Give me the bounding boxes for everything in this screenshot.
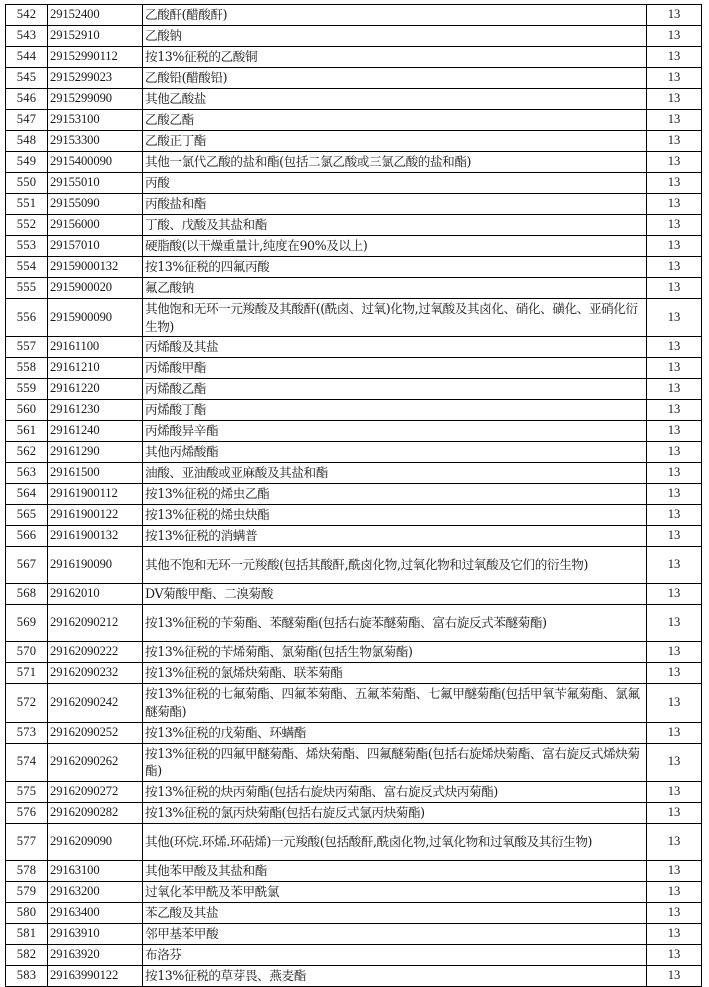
table-row <box>6 400 702 421</box>
table-row <box>6 584 702 605</box>
table-row <box>6 722 702 743</box>
row-tax-rate: 13 <box>647 257 702 278</box>
table-row <box>6 421 702 442</box>
row-tax-rate: 13 <box>647 722 702 743</box>
row-commodity-name: 其他饱和无环一元羧酸及其酸酐((酰卤、过氧)化物,过氧酸及其卤化、硝化、磺化、亚硝化衍生物) <box>143 299 647 337</box>
row-commodity-code: 29161100 <box>48 337 143 358</box>
row-commodity-code: 29161900112 <box>48 484 143 505</box>
row-commodity-code: 29161230 <box>48 400 143 421</box>
row-commodity-code: 29161290 <box>48 442 143 463</box>
row-sequence-number: 542 <box>6 5 48 26</box>
row-commodity-code: 29161900122 <box>48 505 143 526</box>
row-commodity-name: 按13%征税的烯虫乙酯 <box>143 484 647 505</box>
row-commodity-name: 按13%征税的炔丙菊酯(包括右旋炔丙菊酯、富右旋反式炔丙菊酯) <box>143 781 647 802</box>
table-row <box>6 278 702 299</box>
row-sequence-number: 579 <box>6 881 48 902</box>
row-commodity-name: 按13%征税的七氟菊酯、四氟苯菊酯、五氟苯菊酯、七氟甲醚菊酯(包括甲氧苄氟菊酯、氯氟醚菊酯) <box>143 684 647 722</box>
row-tax-rate: 13 <box>647 663 702 684</box>
table-row <box>6 173 702 194</box>
row-tax-rate: 13 <box>647 110 702 131</box>
table-row <box>6 215 702 236</box>
row-tax-rate: 13 <box>647 781 702 802</box>
row-tax-rate: 13 <box>647 944 702 965</box>
row-commodity-name: 按13%征税的烯虫炔酯 <box>143 505 647 526</box>
table-row <box>6 257 702 278</box>
row-commodity-name: 按13%征税的氯丙炔菊酯(包括右旋反式氯丙炔菊酯) <box>143 802 647 823</box>
row-sequence-number: 568 <box>6 584 48 605</box>
row-commodity-code: 29161240 <box>48 421 143 442</box>
row-commodity-code: 29161210 <box>48 358 143 379</box>
row-tax-rate: 13 <box>647 278 702 299</box>
row-commodity-name: 按13%征税的氯烯炔菊酯、联苯菊酯 <box>143 663 647 684</box>
row-commodity-code: 29152990112 <box>48 47 143 68</box>
table-row <box>6 823 702 860</box>
row-sequence-number: 545 <box>6 68 48 89</box>
row-tax-rate: 13 <box>647 442 702 463</box>
table-row <box>6 484 702 505</box>
row-tax-rate: 13 <box>647 131 702 152</box>
row-tax-rate: 13 <box>647 236 702 257</box>
table-row <box>6 684 702 722</box>
row-sequence-number: 551 <box>6 194 48 215</box>
table-row <box>6 299 702 337</box>
table-row <box>6 463 702 484</box>
row-commodity-code: 29162090282 <box>48 802 143 823</box>
row-commodity-name: 乙酸酐(醋酸酐) <box>143 5 647 26</box>
row-sequence-number: 564 <box>6 484 48 505</box>
row-tax-rate: 13 <box>647 547 702 584</box>
row-tax-rate: 13 <box>647 215 702 236</box>
row-sequence-number: 583 <box>6 965 48 986</box>
row-sequence-number: 577 <box>6 823 48 860</box>
row-sequence-number: 559 <box>6 379 48 400</box>
table-row <box>6 923 702 944</box>
row-commodity-name: 乙酸正丁酯 <box>143 131 647 152</box>
row-commodity-name: 邻甲基苯甲酸 <box>143 923 647 944</box>
row-commodity-code: 29157010 <box>48 236 143 257</box>
row-sequence-number: 575 <box>6 781 48 802</box>
row-tax-rate: 13 <box>647 400 702 421</box>
table-row <box>6 505 702 526</box>
row-sequence-number: 582 <box>6 944 48 965</box>
table-row <box>6 442 702 463</box>
row-commodity-name: 丙酸 <box>143 173 647 194</box>
row-sequence-number: 562 <box>6 442 48 463</box>
table-row <box>6 337 702 358</box>
row-sequence-number: 553 <box>6 236 48 257</box>
row-tax-rate: 13 <box>647 802 702 823</box>
row-commodity-code: 29152400 <box>48 5 143 26</box>
row-commodity-name: 其他苯甲酸及其盐和酯 <box>143 860 647 881</box>
row-commodity-name: 其他(环烷.环烯.环萜烯)一元羧酸(包括酸酐,酰卤化物,过氧化物和过氧酸及其衍生物) <box>143 823 647 860</box>
row-sequence-number: 566 <box>6 526 48 547</box>
row-sequence-number: 570 <box>6 642 48 663</box>
row-tax-rate: 13 <box>647 881 702 902</box>
row-commodity-code: 29153300 <box>48 131 143 152</box>
row-sequence-number: 547 <box>6 110 48 131</box>
row-tax-rate: 13 <box>647 526 702 547</box>
row-commodity-name: 按13%征税的苄烯菊酯、氯菊酯(包括生物氯菊酯) <box>143 642 647 663</box>
row-sequence-number: 567 <box>6 547 48 584</box>
row-sequence-number: 571 <box>6 663 48 684</box>
row-commodity-code: 29163920 <box>48 944 143 965</box>
row-commodity-name: 其他一氯代乙酸的盐和酯(包括二氯乙酸或三氯乙酸的盐和酯) <box>143 152 647 173</box>
row-sequence-number: 573 <box>6 722 48 743</box>
row-tax-rate: 13 <box>647 743 702 781</box>
table-row <box>6 194 702 215</box>
row-commodity-code: 2915299090 <box>48 89 143 110</box>
row-tax-rate: 13 <box>647 358 702 379</box>
table-row <box>6 965 702 986</box>
row-commodity-code: 2915900090 <box>48 299 143 337</box>
row-tax-rate: 13 <box>647 463 702 484</box>
row-tax-rate: 13 <box>647 26 702 47</box>
table-row <box>6 860 702 881</box>
row-sequence-number: 572 <box>6 684 48 722</box>
row-sequence-number: 546 <box>6 89 48 110</box>
row-tax-rate: 13 <box>647 860 702 881</box>
row-sequence-number: 560 <box>6 400 48 421</box>
row-sequence-number: 563 <box>6 463 48 484</box>
row-commodity-code: 2915900020 <box>48 278 143 299</box>
row-commodity-name: 苯乙酸及其盐 <box>143 902 647 923</box>
row-commodity-code: 29163200 <box>48 881 143 902</box>
row-tax-rate: 13 <box>647 152 702 173</box>
row-sequence-number: 581 <box>6 923 48 944</box>
row-sequence-number: 574 <box>6 743 48 781</box>
row-tax-rate: 13 <box>647 505 702 526</box>
row-commodity-name: 按13%征税的苄菊酯、苯醚菊酯(包括右旋苯醚菊酯、富右旋反式苯醚菊酯) <box>143 605 647 642</box>
row-tax-rate: 13 <box>647 5 702 26</box>
table-body <box>6 5 702 987</box>
row-tax-rate: 13 <box>647 299 702 337</box>
row-sequence-number: 544 <box>6 47 48 68</box>
table-row <box>6 379 702 400</box>
table-row <box>6 642 702 663</box>
row-commodity-code: 2915299023 <box>48 68 143 89</box>
table-row <box>6 5 702 26</box>
row-tax-rate: 13 <box>647 965 702 986</box>
row-tax-rate: 13 <box>647 642 702 663</box>
row-commodity-name: 丙烯酸丁酯 <box>143 400 647 421</box>
row-sequence-number: 565 <box>6 505 48 526</box>
row-commodity-code: 29163100 <box>48 860 143 881</box>
row-commodity-code: 29162090232 <box>48 663 143 684</box>
row-sequence-number: 555 <box>6 278 48 299</box>
row-tax-rate: 13 <box>647 173 702 194</box>
table-row <box>6 902 702 923</box>
row-sequence-number: 548 <box>6 131 48 152</box>
row-sequence-number: 580 <box>6 902 48 923</box>
table-row <box>6 605 702 642</box>
row-commodity-name: 按13%征税的戊菊酯、环螨酯 <box>143 722 647 743</box>
row-tax-rate: 13 <box>647 484 702 505</box>
row-commodity-code: 29156000 <box>48 215 143 236</box>
row-sequence-number: 554 <box>6 257 48 278</box>
row-sequence-number: 558 <box>6 358 48 379</box>
row-tax-rate: 13 <box>647 584 702 605</box>
row-commodity-name: 按13%征税的四氟丙酸 <box>143 257 647 278</box>
row-commodity-code: 29163910 <box>48 923 143 944</box>
row-commodity-name: 丙酸盐和酯 <box>143 194 647 215</box>
table-row <box>6 547 702 584</box>
row-commodity-name: 丁酸、戊酸及其盐和酯 <box>143 215 647 236</box>
table-row <box>6 526 702 547</box>
row-commodity-name: 乙酸铅(醋酸铅) <box>143 68 647 89</box>
row-commodity-code: 29162090252 <box>48 722 143 743</box>
row-sequence-number: 569 <box>6 605 48 642</box>
row-sequence-number: 552 <box>6 215 48 236</box>
table-row <box>6 89 702 110</box>
row-commodity-code: 29161220 <box>48 379 143 400</box>
table-row <box>6 236 702 257</box>
row-commodity-name: 其他乙酸盐 <box>143 89 647 110</box>
row-commodity-name: 氟乙酸钠 <box>143 278 647 299</box>
row-commodity-name: 丙烯酸及其盐 <box>143 337 647 358</box>
row-commodity-code: 29155090 <box>48 194 143 215</box>
hs-code-tax-table <box>5 4 702 987</box>
row-commodity-code: 29163990122 <box>48 965 143 986</box>
row-tax-rate: 13 <box>647 421 702 442</box>
row-commodity-name: 按13%征税的乙酸铜 <box>143 47 647 68</box>
row-tax-rate: 13 <box>647 605 702 642</box>
row-commodity-name: 丙烯酸异辛酯 <box>143 421 647 442</box>
row-tax-rate: 13 <box>647 923 702 944</box>
row-commodity-name: 丙烯酸乙酯 <box>143 379 647 400</box>
row-commodity-name: 其他丙烯酸酯 <box>143 442 647 463</box>
table-row <box>6 743 702 781</box>
row-commodity-code: 29161900132 <box>48 526 143 547</box>
row-tax-rate: 13 <box>647 337 702 358</box>
row-commodity-code: 29162010 <box>48 584 143 605</box>
table-row <box>6 68 702 89</box>
table-row <box>6 802 702 823</box>
row-commodity-code: 29162090272 <box>48 781 143 802</box>
table-row <box>6 663 702 684</box>
row-tax-rate: 13 <box>647 379 702 400</box>
row-sequence-number: 549 <box>6 152 48 173</box>
row-commodity-name: 按13%征税的草芽畏、燕麦酯 <box>143 965 647 986</box>
row-commodity-code: 29162090262 <box>48 743 143 781</box>
row-commodity-name: 按13%征税的消螨普 <box>143 526 647 547</box>
row-sequence-number: 543 <box>6 26 48 47</box>
row-commodity-name: 乙酸钠 <box>143 26 647 47</box>
row-commodity-code: 29162090222 <box>48 642 143 663</box>
row-sequence-number: 576 <box>6 802 48 823</box>
table-row <box>6 781 702 802</box>
table-row <box>6 131 702 152</box>
row-commodity-code: 2916190090 <box>48 547 143 584</box>
table-row <box>6 944 702 965</box>
row-commodity-name: 布洛芬 <box>143 944 647 965</box>
row-commodity-name: 丙烯酸甲酯 <box>143 358 647 379</box>
row-commodity-name: DV菊酸甲酯、二溴菊酸 <box>143 584 647 605</box>
row-tax-rate: 13 <box>647 47 702 68</box>
row-sequence-number: 550 <box>6 173 48 194</box>
row-commodity-code: 29153100 <box>48 110 143 131</box>
row-tax-rate: 13 <box>647 823 702 860</box>
row-sequence-number: 557 <box>6 337 48 358</box>
row-commodity-name: 其他不饱和无环一元羧酸(包括其酸酐,酰卤化物,过氧化物和过氧酸及它们的衍生物) <box>143 547 647 584</box>
row-commodity-code: 29162090212 <box>48 605 143 642</box>
row-sequence-number: 556 <box>6 299 48 337</box>
row-commodity-code: 29161500 <box>48 463 143 484</box>
table-row <box>6 47 702 68</box>
table-row <box>6 881 702 902</box>
row-commodity-code: 29162090242 <box>48 684 143 722</box>
row-commodity-name: 过氧化苯甲酰及苯甲酰氯 <box>143 881 647 902</box>
row-sequence-number: 561 <box>6 421 48 442</box>
row-commodity-code: 29152910 <box>48 26 143 47</box>
table-row <box>6 110 702 131</box>
row-commodity-name: 油酸、亚油酸或亚麻酸及其盐和酯 <box>143 463 647 484</box>
row-tax-rate: 13 <box>647 194 702 215</box>
row-commodity-code: 2916209090 <box>48 823 143 860</box>
row-commodity-code: 29163400 <box>48 902 143 923</box>
row-tax-rate: 13 <box>647 902 702 923</box>
row-commodity-code: 2915400090 <box>48 152 143 173</box>
row-tax-rate: 13 <box>647 684 702 722</box>
row-commodity-name: 硬脂酸(以干燥重量计,纯度在90%及以上) <box>143 236 647 257</box>
row-commodity-name: 乙酸乙酯 <box>143 110 647 131</box>
row-commodity-code: 29159000132 <box>48 257 143 278</box>
row-tax-rate: 13 <box>647 89 702 110</box>
table-row <box>6 26 702 47</box>
row-tax-rate: 13 <box>647 68 702 89</box>
table-row <box>6 152 702 173</box>
row-commodity-code: 29155010 <box>48 173 143 194</box>
table-row <box>6 358 702 379</box>
row-commodity-name: 按13%征税的四氟甲醚菊酯、烯炔菊酯、四氟醚菊酯(包括右旋烯炔菊酯、富右旋反式烯炔菊酯) <box>143 743 647 781</box>
row-sequence-number: 578 <box>6 860 48 881</box>
